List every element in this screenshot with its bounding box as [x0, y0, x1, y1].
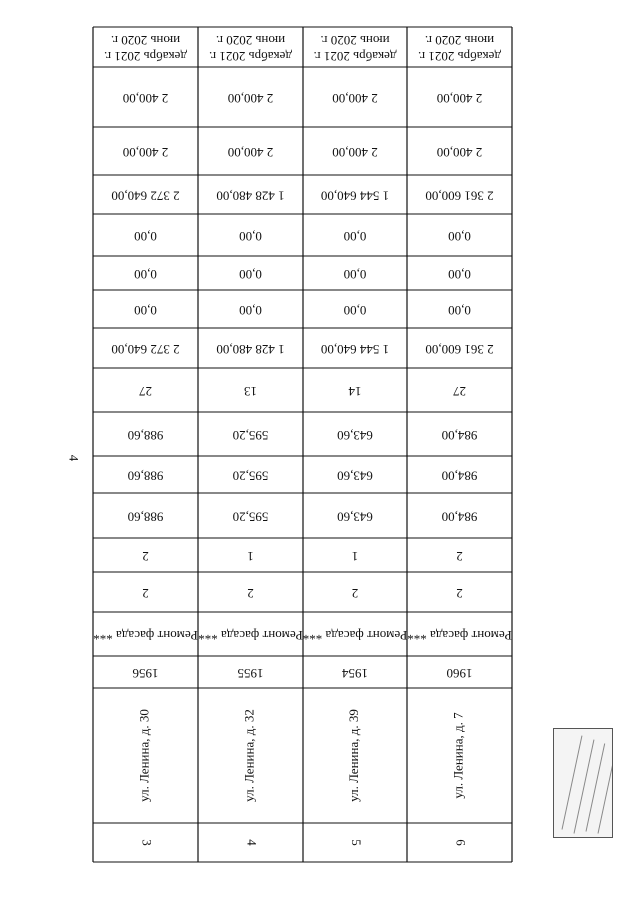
- cell-c12: 2 400,00: [436, 145, 483, 161]
- cell-c11: 1 544 640,00: [320, 188, 390, 204]
- approval-stamp: [553, 728, 613, 838]
- cell-address: ул. Ленина, д. 32: [241, 709, 257, 802]
- cell-work: Ремонт фасада ***: [198, 628, 303, 644]
- period-end: декабрь 2021 г.: [313, 49, 397, 65]
- cell-year: 1956: [132, 666, 159, 682]
- cell-c13: 2 400,00: [332, 91, 378, 107]
- cell-c8: 0,00: [343, 303, 367, 319]
- period-start: июнь 2020 г.: [110, 33, 181, 49]
- cell-c12: 2 400,00: [122, 145, 169, 161]
- cell-c8: 0,00: [134, 303, 157, 319]
- cell-address: ул. Ленина, д. 7: [450, 712, 466, 799]
- cell-year: 1960: [446, 666, 473, 682]
- cell-c3: 988,60: [127, 509, 164, 525]
- cell-c11: 2 372 640,00: [111, 188, 180, 204]
- cell-work: Ремонт фасада ***: [407, 628, 512, 644]
- cell-c7: 1 544 640,00: [320, 342, 390, 358]
- cell-c7: 1 428 480,00: [216, 342, 285, 358]
- cell-c12: 2 400,00: [332, 145, 378, 161]
- cell-c11: 1 428 480,00: [216, 188, 285, 204]
- cell-address: ул. Ленина, д. 30: [136, 709, 152, 802]
- cell-c13: 2 400,00: [122, 91, 169, 107]
- period-start: июнь 2020 г.: [424, 33, 495, 49]
- cell-c1: 2: [456, 586, 463, 602]
- cell-c4: 984,00: [441, 468, 478, 484]
- cell-c9: 0,00: [448, 267, 471, 283]
- cell-c1: 2: [247, 586, 254, 602]
- cell-c4: 595,20: [232, 468, 269, 484]
- cell-num: 3: [139, 839, 155, 846]
- cell-c5: 643,60: [337, 428, 373, 444]
- cell-work: Ремонт фасада ***: [93, 628, 198, 644]
- cell-c9: 0,00: [343, 267, 367, 283]
- page-number: 4: [66, 454, 82, 462]
- cell-c9: 0,00: [134, 267, 157, 283]
- cell-c10: 0,00: [448, 229, 471, 245]
- period-end: декабрь 2021 г.: [104, 49, 187, 65]
- period-start: июнь 2020 г.: [215, 33, 286, 49]
- cell-c10: 0,00: [134, 229, 157, 245]
- cell-c6: 27: [139, 384, 152, 400]
- cell-c13: 2 400,00: [227, 91, 274, 107]
- cell-c4: 988,60: [127, 468, 164, 484]
- period-start: июнь 2020 г.: [320, 33, 390, 49]
- cell-c7: 2 372 640,00: [111, 342, 180, 358]
- cell-address: ул. Ленина, д. 39: [345, 709, 361, 802]
- cell-c8: 0,00: [239, 303, 262, 319]
- cell-c6: 14: [348, 384, 362, 400]
- cell-c2: 1: [247, 549, 254, 565]
- period-end: декабрь 2021 г.: [209, 49, 292, 65]
- cell-c1: 2: [351, 586, 359, 602]
- cell-c2: 2: [142, 549, 149, 565]
- period-end: декабрь 2021 г.: [418, 49, 501, 65]
- cell-c10: 0,00: [343, 229, 367, 245]
- cell-work: Ремонт фасада ***: [302, 628, 408, 644]
- cell-c8: 0,00: [448, 303, 471, 319]
- cell-num: 5: [349, 839, 365, 846]
- cell-c2: 1: [351, 549, 359, 565]
- cell-c1: 2: [142, 586, 149, 602]
- cell-c6: 27: [453, 384, 466, 400]
- cell-year: 1955: [237, 666, 264, 682]
- cell-c4: 643,60: [337, 468, 373, 484]
- cell-c6: 13: [244, 384, 257, 400]
- cell-c9: 0,00: [239, 267, 262, 283]
- cell-c5: 984,00: [441, 428, 478, 444]
- cell-c3: 643,60: [337, 509, 373, 525]
- cell-c3: 984,00: [441, 509, 478, 525]
- cell-c10: 0,00: [239, 229, 262, 245]
- cell-c2: 2: [456, 549, 463, 565]
- cell-c11: 2 361 600,00: [425, 188, 494, 204]
- cell-c5: 595,20: [232, 428, 269, 444]
- cell-c12: 2 400,00: [227, 145, 274, 161]
- cell-c3: 595,20: [232, 509, 269, 525]
- cell-c7: 2 361 600,00: [425, 342, 494, 358]
- cell-num: 6: [453, 839, 469, 846]
- cell-num: 4: [244, 839, 260, 846]
- cell-year: 1954: [342, 666, 368, 682]
- cell-c5: 988,60: [127, 428, 164, 444]
- cell-c13: 2 400,00: [436, 91, 483, 107]
